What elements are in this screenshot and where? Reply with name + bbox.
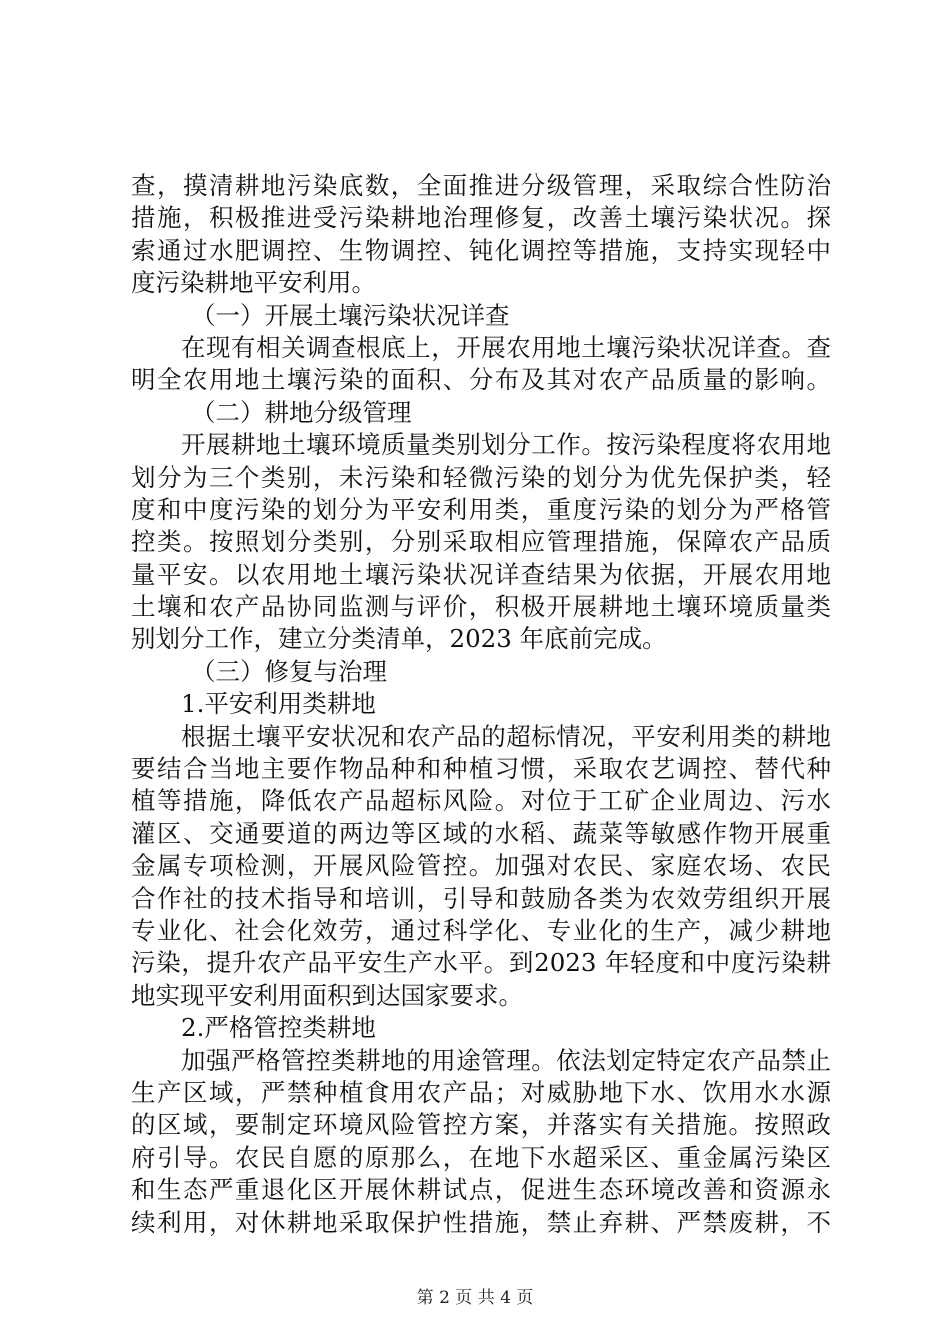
paragraph-line: 合作社的技术指导和培训，引导和鼓励各类为农效劳组织开展 bbox=[131, 883, 831, 913]
paragraph-line: 量平安。以农用地土壤污染状况详查结果为依据，开展农用地 bbox=[131, 559, 831, 589]
paragraph-line: 别划分工作，建立分类清单，2023 年底前完成。 bbox=[131, 624, 667, 654]
section-heading: （三）修复与治理 bbox=[191, 656, 387, 686]
page-number-footer: 第 2 页 共 4 页 bbox=[416, 1288, 534, 1308]
paragraph-line: 根据土壤平安状况和农产品的超标情况，平安利用类的耕地 bbox=[181, 721, 831, 751]
paragraph-line: 控类。按照划分类别，分别采取相应管理措施，保障农产品质 bbox=[131, 527, 831, 557]
paragraph-line: 灌区、交通要道的两边等区域的水稻、蔬菜等敏感作物开展重 bbox=[131, 818, 831, 848]
section-heading: （一）开展土壤污染状况详查 bbox=[191, 300, 510, 330]
paragraph-line: 度和中度污染的划分为平安利用类，重度污染的划分为严格管 bbox=[131, 494, 831, 524]
paragraph-line: 地实现平安利用面积到达国家要求。 bbox=[131, 980, 523, 1010]
paragraph-line: 土壤和农产品协同监测与评价，积极开展耕地土壤环境质量类 bbox=[131, 592, 831, 622]
paragraph-line: 生产区域，严禁种植食用农产品；对威胁地下水、饮用水水源 bbox=[131, 1077, 831, 1107]
paragraph-line: 续利用，对休耕地采取保护性措施，禁止弃耕、严禁废耕，不 bbox=[131, 1207, 831, 1237]
paragraph-line: 的区域，要制定环境风险管控方案，并落实有关措施。按照政 bbox=[131, 1110, 831, 1140]
subsection-heading: 2.严格管控类耕地 bbox=[181, 1013, 376, 1043]
paragraph-line: 索通过水肥调控、生物调控、钝化调控等措施，支持实现轻中 bbox=[131, 235, 831, 265]
document-body bbox=[131, 170, 831, 1239]
paragraph-line: 明全农用地土壤污染的面积、分布及其对农产品质量的影响。 bbox=[131, 365, 831, 395]
paragraph-line: 金属专项检测，开展风险管控。加强对农民、家庭农场、农民 bbox=[131, 851, 831, 881]
paragraph-line: 和生态严重退化区开展休耕试点，促进生态环境改善和资源永 bbox=[131, 1175, 831, 1205]
paragraph-line: 植等措施，降低农产品超标风险。对位于工矿企业周边、污水 bbox=[131, 786, 831, 816]
paragraph-line: 要结合当地主要作物品种和种植习惯，采取农艺调控、替代种 bbox=[131, 754, 831, 784]
paragraph-line: 措施，积极推进受污染耕地治理修复，改善土壤污染状况。探 bbox=[131, 203, 831, 233]
paragraph-line: 划分为三个类别，未污染和轻微污染的划分为优先保护类，轻 bbox=[131, 462, 831, 492]
paragraph-line: 查，摸清耕地污染底数，全面推进分级管理，采取综合性防治 bbox=[131, 171, 831, 200]
paragraph-line: 污染，提升农产品平安生产水平。到2023 年轻度和中度污染耕 bbox=[131, 948, 831, 978]
paragraph-line: 府引导。农民自愿的原那么，在地下水超采区、重金属污染区 bbox=[131, 1142, 831, 1172]
paragraph-line: 开展耕地土壤环境质量类别划分工作。按污染程度将农用地 bbox=[181, 430, 831, 460]
paragraph-line: 加强严格管控类耕地的用途管理。依法划定特定农产品禁止 bbox=[181, 1045, 831, 1075]
paragraph-line: 度污染耕地平安利用。 bbox=[131, 268, 376, 298]
section-heading: （二）耕地分级管理 bbox=[191, 397, 412, 427]
paragraph-line: 在现有相关调查根底上，开展农用地土壤污染状况详查。查 bbox=[181, 332, 831, 362]
subsection-heading: 1.平安利用类耕地 bbox=[181, 689, 376, 719]
paragraph-line: 专业化、社会化效劳，通过科学化、专业化的生产，减少耕地 bbox=[131, 915, 831, 945]
